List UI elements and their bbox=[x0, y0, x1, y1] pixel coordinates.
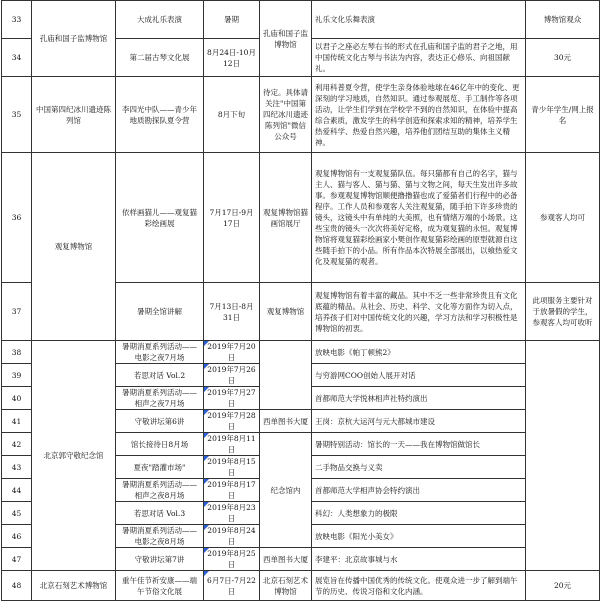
row-number: 45 bbox=[2, 502, 32, 525]
row-number: 46 bbox=[2, 525, 32, 548]
time-cell: 暑期 bbox=[204, 1, 260, 39]
place-cell: 北京石刻艺术博物馆 bbox=[260, 571, 312, 601]
time-cell: 2019年7月26日 bbox=[204, 364, 260, 387]
row-number: 35 bbox=[2, 77, 32, 153]
place-cell bbox=[260, 341, 312, 410]
price-cell: 20元 bbox=[526, 571, 600, 601]
museum-cell: 观复博物馆 bbox=[32, 153, 116, 341]
place-cell: 观复博物馆 bbox=[260, 283, 312, 341]
row-number: 40 bbox=[2, 387, 32, 410]
content-cell: 暑期特别活动：馆长的一天——我在博物馆做馆长 bbox=[312, 433, 526, 456]
time-cell: 2019年8月17日 bbox=[204, 479, 260, 502]
time-cell: 2019年8月15日 bbox=[204, 456, 260, 479]
museum-cell: 北京郭守敬纪念馆 bbox=[32, 341, 116, 571]
content-cell: 礼乐文化乐舞表演 bbox=[312, 1, 526, 39]
activity-cell: 若思对话 Vol.3 bbox=[116, 502, 204, 525]
time-cell: 7月17日-9月17日 bbox=[204, 153, 260, 283]
place-cell: 待定。具体请关注"中国第四纪冰川遗迹陈列馆"微信公众号 bbox=[260, 77, 312, 153]
price-cell: 30元 bbox=[526, 39, 600, 77]
row-number: 38 bbox=[2, 341, 32, 364]
row-number: 41 bbox=[2, 410, 32, 433]
row-number: 33 bbox=[2, 1, 32, 39]
time-cell: 2019年7月28日 bbox=[204, 410, 260, 433]
row-number: 43 bbox=[2, 456, 32, 479]
place-cell: 孔庙和国子监博物馆 bbox=[260, 1, 312, 77]
events-table bbox=[1, 0, 600, 601]
activity-cell: 馆长接待日8月场 bbox=[116, 433, 204, 456]
content-cell: 放映电影《阳光小美女》 bbox=[312, 525, 526, 548]
content-cell: 利用科普夏令营，使学生亲身体验地球在46亿年中的变化、更深刻的学习地质，自然知识。通过参观展览、手工制作等各项活动，让学生们学到在学校学不到的自然知识，在体验中提高综合素质，激发学生的科学创造和探索求知的精神，培养学生热爱科学、热爱自然兴趣，培养他们团结互助的集体主义精神。 bbox=[312, 77, 526, 153]
content-cell: 科幻：人类想象力的极限 bbox=[312, 502, 526, 525]
activity-cell: 李四光中队——青少年地质勘探队夏令营 bbox=[116, 77, 204, 153]
time-cell: 8月下旬 bbox=[204, 77, 260, 153]
time-cell: 6月7日-7月22日 bbox=[204, 571, 260, 601]
activity-cell: 依样画猫儿——观复猫彩绘画展 bbox=[116, 153, 204, 283]
row-number: 37 bbox=[2, 283, 32, 341]
museum-cell: 中国第四纪冰川遗迹陈列馆 bbox=[32, 77, 116, 153]
table-row bbox=[2, 77, 600, 153]
table-row bbox=[2, 571, 600, 601]
row-number: 39 bbox=[2, 364, 32, 387]
activity-cell: 重午佳节祈安康——端午节俗文化展 bbox=[116, 571, 204, 601]
activity-cell: 大成礼乐表演 bbox=[116, 1, 204, 39]
table-row bbox=[2, 341, 600, 364]
time-cell: 2019年7月20日 bbox=[204, 341, 260, 364]
content-cell: 观复博物馆有着丰富的藏品。其中不乏一些非常珍贵且有文化底蕴的精品。从社会、历史、科学、文化等方面作为切入点，培养孩子们对中国传统文化的兴趣，学习方法和学习积极性是博物馆的初衷。 bbox=[312, 283, 526, 341]
table-row bbox=[2, 1, 600, 39]
row-number: 48 bbox=[2, 571, 32, 601]
content-cell: 首都师范大学悦林相声社特约演出 bbox=[312, 387, 526, 410]
content-cell: 与穷游网COO创始人展开对话 bbox=[312, 364, 526, 387]
activity-cell: 夏夜"踏灌市场" bbox=[116, 456, 204, 479]
activity-cell: 暑期消夏系列活动——相声之夜8月场 bbox=[116, 479, 204, 502]
price-cell: 参观客人均可 bbox=[526, 153, 600, 283]
activity-cell: 守敬讲坛第6讲 bbox=[116, 410, 204, 433]
price-cell: 青少年学生/网上报名 bbox=[526, 77, 600, 153]
content-cell: 展览旨在传播中国优秀的传统文化。使观众进一步了解到端午节的历史、传说习俗和文化内涵。 bbox=[312, 571, 526, 601]
museum-cell: 北京石刻艺术博物馆 bbox=[32, 571, 116, 601]
row-number: 44 bbox=[2, 479, 32, 502]
time-cell: 2019年8月25日 bbox=[204, 548, 260, 571]
time-cell: 2019年8月24日 bbox=[204, 525, 260, 548]
content-cell: 二手物品交换与义卖 bbox=[312, 456, 526, 479]
row-number: 42 bbox=[2, 433, 32, 456]
activity-cell: 暑期消夏系列活动——电影之夜8月场 bbox=[116, 525, 204, 548]
place-cell: 观复博物馆猫画馆展厅 bbox=[260, 153, 312, 283]
row-number: 36 bbox=[2, 153, 32, 283]
activity-cell: 暑期全馆讲解 bbox=[116, 283, 204, 341]
price-cell bbox=[526, 341, 600, 571]
time-cell: 2019年8月11日 bbox=[204, 433, 260, 456]
content-cell: 观复博物馆有一支观复猫队伍。每只猫都有自己的名字，猫与主人、猫与客人、猫与猫、猫与文物之间，每天生发出许多故事。参观观复博物馆顺便撸撸猫也成了爱猫者们行程中的必备程序。工作人员和参观客人关注观复猫，随手拍下许多珍贵的镜头，这镜头中有单纯的大美照，也有情绪万端的小场景。这些宝贵的镜头一次次将美好定格，成为观复猫的永恒。观复博物馆将观复猫彩绘画家小樊创作观复猫彩绘画的原型就源自这些随手拍下的小品。所有作品本次特展全部展出，以飨热爱文化及观复猫的观者。 bbox=[312, 153, 526, 283]
content-cell: 以君子之座必左琴右书的形式在孔庙和国子监的君子之地，用中国传统文化古琴与书法为内容，表达正心修乐、向祖国献礼。 bbox=[312, 39, 526, 77]
museum-cell: 孔庙和国子监博物馆 bbox=[32, 1, 116, 77]
time-cell: 7月13日-8月31日 bbox=[204, 283, 260, 341]
activity-cell: 第二届古琴文化展 bbox=[116, 39, 204, 77]
place-cell: 西单图书大厦 bbox=[260, 410, 312, 433]
content-cell: 首都师范大学相声协会特约演出 bbox=[312, 479, 526, 502]
row-number: 34 bbox=[2, 39, 32, 77]
activity-cell: 暑期消夏系列活动——电影之夜7月场 bbox=[116, 341, 204, 364]
activity-cell: 守敬讲坛第7讲 bbox=[116, 548, 204, 571]
content-cell: 李建平：北京故事城与水 bbox=[312, 548, 526, 571]
price-cell: 博物馆观众 bbox=[526, 1, 600, 39]
place-cell: 西单图书大厦 bbox=[260, 548, 312, 571]
content-cell: 王岗：京杭大运河与元大都城市建设 bbox=[312, 410, 526, 433]
time-cell: 8月24日-10月12日 bbox=[204, 39, 260, 77]
content-cell: 放映电影《帕丁顿熊2》 bbox=[312, 341, 526, 364]
time-cell: 2019年7月27日 bbox=[204, 387, 260, 410]
time-cell: 2019年8月23日 bbox=[204, 502, 260, 525]
price-cell: 此项服务主要针对于放暑假的学生，参观客人均可收听 bbox=[526, 283, 600, 341]
activity-cell: 暑期消夏系列活动——相声之夜7月场 bbox=[116, 387, 204, 410]
place-cell: 纪念馆内 bbox=[260, 433, 312, 548]
row-number: 47 bbox=[2, 548, 32, 571]
table-row bbox=[2, 153, 600, 283]
activity-cell: 若思对话 Vol.2 bbox=[116, 364, 204, 387]
